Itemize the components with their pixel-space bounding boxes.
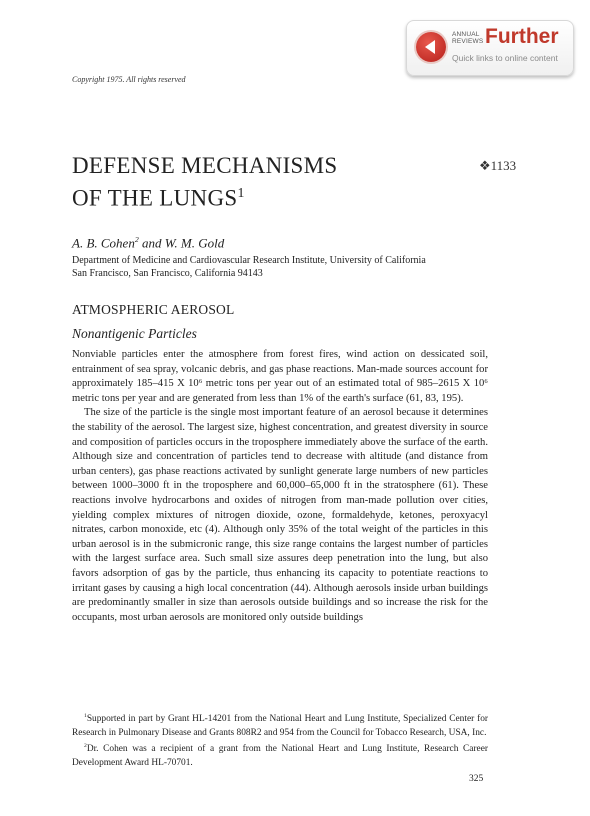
title-line-2: OF THE LUNGS	[72, 185, 238, 211]
body-text	[72, 348, 488, 625]
article-title	[72, 152, 337, 212]
further-badge[interactable]	[406, 20, 574, 76]
copyright-notice: Copyright 1975. All rights reserved	[72, 75, 186, 84]
play-back-icon	[416, 32, 446, 62]
footnote-1-mark: 1	[84, 713, 87, 719]
author-1: A. B. Cohen	[72, 235, 135, 251]
footnote-2-text: Dr. Cohen was a recipient of a grant from the National Heart and Lung Institute, Research Career Development Award HL-70701.	[72, 744, 488, 768]
footnote-1	[72, 710, 488, 740]
badge-series-name: ANNUAL REVIEWS	[452, 31, 484, 45]
authors-conjunction: and	[141, 235, 162, 251]
badge-further-label: Further	[485, 25, 559, 48]
authors	[72, 235, 224, 251]
title-footnote-mark[interactable]: 1	[237, 185, 245, 200]
footnotes	[72, 710, 488, 770]
footnote-2	[72, 740, 488, 770]
affiliation-line-2: San Francisco, San Francisco, California 94143	[72, 268, 263, 279]
footnote-2-mark: 2	[84, 743, 87, 750]
section-heading: ATMOSPHERIC AEROSOL	[72, 302, 235, 317]
affiliation	[72, 254, 512, 280]
author-1-footnote-mark[interactable]: 2	[134, 235, 139, 244]
paragraph-2: The size of the particle is the single most important feature of an aerosol because it determines the stability of the aerosol. The largest size, highest concentration, and greatest diversity in source and composition of particles occurs in the troposphere immediately above the surface of the earth. Although size and concentration of particles tend to decrease with altitude (and distance from urban centers), gas phase reactions activated by sunlight generate large numbers of new particles between 1000–3000 ft in the troposphere and 60,000–65,000 ft in the stratosphere (61). These reactions involve hydrocarbons and oxides of nitrogen from man-made pollution over cities, yielding complex mixtures of nitrogen dioxide, ozone, formaldehyde, ketones, peroxyacyl nitrates, carbon monoxide, etc (4). Although only 35% of the total weight of the particles in this urban aerosol is in the submicronic range, this size range contains the largest number of particles with the largest surface area. Such small size assures deep penetration into the lung, but also favors adsorption of gas by the particle, thus enhancing its capacity to potentiate reactions to irritant gases by causing a high local concentration (44). Although aerosols inside urban buildings are predominantly smaller in size than aerosols outside buildings and so increase the risk for the occupants, most urban aerosols are monitored only outside buildings	[72, 407, 488, 623]
badge-subtitle: Quick links to online content	[452, 53, 558, 63]
title-line-1: DEFENSE MECHANISMS	[72, 153, 338, 178]
subsection-heading: Nonantigenic Particles	[72, 326, 197, 341]
affiliation-line-1: Department of Medicine and Cardiovascular Research Institute, University of California	[72, 255, 426, 266]
paragraph-1: Nonviable particles enter the atmosphere from forest fires, wind action on dessicated soil, entrainment of sea spray, volcanic debris, and gas phase reactions. Man-made sources account for approximately 185–415 X 10⁶ metric tons per year out of an estimated total of 985–2615 X 10⁶ metric tons per year and are generated from less than 1% of the earth's surface (61, 83, 195).	[72, 349, 488, 404]
article-number: ❖1133	[479, 158, 517, 173]
author-2: W. M. Gold	[164, 235, 225, 251]
footnote-1-text: Supported in part by Grant HL-14201 from the National Heart and Lung Institute, Specialized Center for Research in Pulmonary Disease and Grants 808R2 and 954 from the Council for Tobacco Research, USA, Inc.	[72, 714, 488, 738]
page-number: 325	[469, 774, 484, 784]
